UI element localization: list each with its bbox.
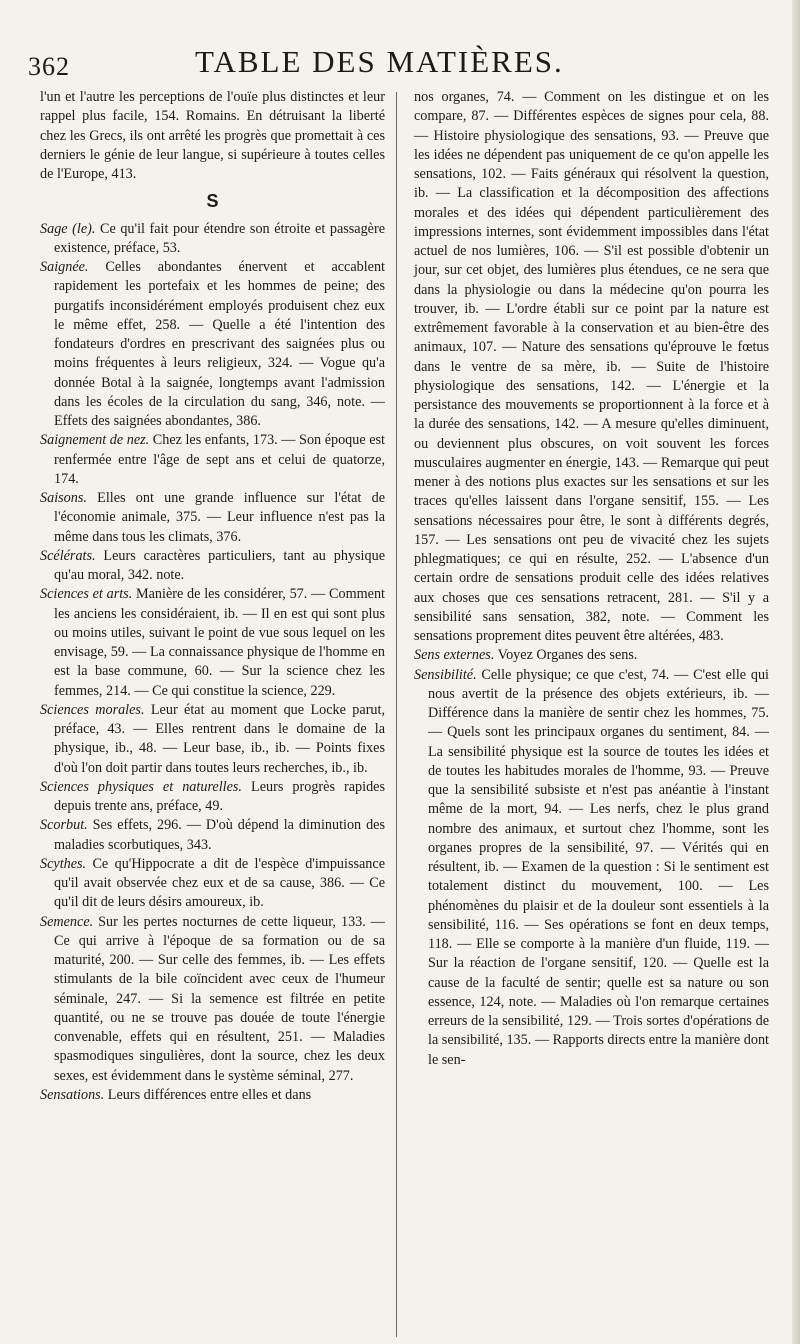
index-entry bbox=[40, 701, 385, 778]
section-letter: S bbox=[206, 191, 219, 212]
index-entry bbox=[40, 585, 385, 701]
entry-continuation: nos organes, 74. — Comment on les distingue et on les compare, 87. — Différentes espèces de signes pour cela, 88. — Histoire physiologique des sensations, 93. — Preuve que les idées ne dépendent pas uniquement de ce qu'on appelle les sensations, 102. — Faits généraux qui résolvent la question, ib. — La classification et la décomposition des affections morales et des idées qui dépendent particulièrement des impressions internes, sont évidemment impossibles dans l'état actuel de nos lumières, 106. — S'il est possible d'obtenir un jour, sur cet objet, des lumières plus étendues, ce ne sera que dans la physiologie ou dans la médecine qu'on pourra les trouver, ib. — L'ordre établi sur ce point par la nature est extrêmement favorable à la conservation et au bien-être des animaux, 107. — Nature des sensations qu'éprouve le fœtus dans le ventre de sa mère, ib. — Suite de l'histoire physiologique des sensations, 142. — L'énergie et la persistance des mouvements se proportionnent à la force et à la durée des sensations, 142. — A mesure qu'elles diminuent, ou deviennent plus obscures, on voit souvent les forces musculaires augmenter en énergie, 143. — Remarque qui peut mener à des notions plus exactes sur les sensations et sur les traces qu'elles laissent dans l'organe sensitif, 155. — Les sensations nécessaires pour être, le sont à différents degrés, 157. — Les sensations ont peu de vivacité chez les sujets phlegmatiques; ce qui en résulte, 252. — L'absence d'un certain ordre de sensations produit celle des idées relatives aux choses que ces sensations retracent, 281. — S'il y a sensibilité sans sensation, 382, note. — Comment les sensations proprement dites peuvent être altérées, 483. bbox=[414, 89, 769, 644]
column-divider bbox=[396, 92, 397, 1337]
index-entry bbox=[40, 258, 385, 431]
entry-text: Chez les enfants, 173. — Son époque est renfermée entre l'âge de sept ans et celui de quatorze, 174. bbox=[54, 432, 385, 487]
entry-term: Sciences physiques et naturelles. bbox=[40, 778, 242, 795]
entry-text: Ce qu'il fait pour étendre son étroite et passagère existence, préface, 53. bbox=[54, 220, 385, 256]
index-entry bbox=[40, 855, 385, 913]
entry-term: Semence. bbox=[40, 913, 94, 930]
entry-term: Saignée. bbox=[40, 259, 89, 275]
index-entry bbox=[40, 778, 385, 817]
entry-term: Sage (le). bbox=[40, 220, 96, 237]
entry-text: Leurs différences entre elles et dans bbox=[104, 1086, 312, 1103]
index-entry bbox=[40, 913, 385, 1086]
entry-text: Ce qu'Hippocrate a dit de l'espèce d'impuissance qu'il avait observée chez eux et de sa cause, 386. — Ce qu'il dit de leurs désirs amoureux, ib. bbox=[54, 855, 385, 911]
right-column bbox=[414, 88, 769, 1070]
entry-text: Leur état au moment que Locke parut, préface, 43. — Elles rentrent dans le domaine de la physique, ib., 48. — Leur base, ib., ib. — Points fixes d'où l'on doit partir dans toutes leurs recherches, ib., ib. bbox=[54, 701, 385, 776]
index-entry bbox=[40, 431, 385, 489]
entry-term: Sciences morales. bbox=[40, 701, 145, 718]
entry-text: Celles abondantes énervent et accablent rapidement les portefaix et les hommes de peine; des purgatifs inconsidérément employés produisent chez eux le même effet, 258. — Quelle a été l'intention des fondateurs d'ordres en prescrivant des saignées plus ou moins fréquentes à leurs religieux, 324. — Vogue qu'a donnée Botal à la saignée, longtemps avant l'admission dans les écoles de la circulation du sang, 346, note. — Effets des saignées abondantes, 386. bbox=[54, 259, 385, 429]
left-column bbox=[40, 88, 385, 1105]
entry-term: Sens externes. bbox=[414, 647, 495, 664]
entry-term: Saignement de nez. bbox=[40, 432, 150, 449]
entry-term: Saisons. bbox=[40, 490, 87, 506]
entry-text: Elles ont une grande influence sur l'état de l'économie animale, 375. — Leur influence n'est pas la même dans tous les climats, 376. bbox=[54, 490, 385, 545]
entry-text: Leurs caractères particuliers, tant au physique qu'au moral, 342. note. bbox=[54, 547, 385, 583]
index-entry bbox=[40, 816, 385, 855]
entry-text: Manière de les considérer, 57. — Comment les anciens les considéraient, ib. — Il en est qui sont plus ou moins utiles, suivant le point de vue sous lequel on les envisage, 59. — La connaissance physique de l'homme en est la base commune, 60. — Sur la science chez les femmes, 214. — Ce qui constitue la science, 229. bbox=[54, 586, 385, 699]
entry-text: Ses effets, 296. — D'où dépend la diminution des maladies scorbutiques, 343. bbox=[54, 817, 385, 853]
entry-continuation: l'un et l'autre les perceptions de l'ouïe plus distinctes et leur rappel plus facile, 154. Romains. En détruisant la liberté chez les Grecs, ils ont arrêté les progrès que promettait à ces derniers le génie de leur langue, si supérieure à toutes celles de l'Europe, 413. bbox=[40, 89, 385, 182]
entry-term: Sensibilité. bbox=[414, 666, 477, 683]
index-entry bbox=[40, 489, 385, 547]
index-entry bbox=[414, 646, 769, 665]
page-edge bbox=[792, 0, 800, 1344]
index-entry bbox=[414, 666, 769, 1070]
running-head: TABLE DES MATIÈRES. bbox=[195, 44, 564, 79]
entry-term: Scorbut. bbox=[40, 817, 88, 834]
entry-text: Voyez Organes des sens. bbox=[494, 647, 638, 664]
entry-text: Sur les pertes nocturnes de cette liqueur, 133. — Ce qui arrive à l'époque de sa formation ou de sa maturité, 200. — Sur celle des femmes, ib. — Les effets stimulants de la bile coïncident avec ceux de l'humeur séminale, 247. — Si la semence est filtrée en petite quantité, ou ne se trouve pas douée de toute l'énergie convenable, effets qui en résultent, 251. — Maladies spasmodiques singulières, dont la source, chez les deux sexes, est évidemment dans le système séminal, 277. bbox=[54, 913, 385, 1084]
entry-text: Leurs progrès rapides depuis trente ans, préface, 49. bbox=[54, 778, 385, 814]
page-number: 362 bbox=[28, 52, 70, 81]
entry-term: Scélérats. bbox=[40, 547, 96, 564]
index-entry bbox=[40, 220, 385, 259]
index-entry bbox=[40, 547, 385, 586]
index-entry bbox=[40, 1086, 385, 1105]
entry-term: Scythes. bbox=[40, 855, 87, 872]
entry-term: Sciences et arts. bbox=[40, 586, 133, 603]
entry-term: Sensations. bbox=[40, 1086, 105, 1103]
entry-text: Celle physique; ce que c'est, 74. — C'est elle qui nous avertit de la présence des objets extérieurs, ib. — Différence dans la manière de sentir chez les hommes, 75. — Quels sont les principaux organes du sentiment, 84. — La sensibilité physique est la source de toutes les idées et de toutes les habitudes morales de l'homme, 93. — Preuve que la sensibilité subsiste et n'est pas anéantie à l'instant même de la mort, 94. — Les nerfs, chez le plus grand nombre des animaux, et surtout chez l'homme, sont les organes propres de la sensibilité, 97. — Vérités qui en résultent, ib. — Examen de la question : Si le sentiment est totalement distinct du mouvement, 100. — Les phénomènes du plaisir et de la douleur sont essentiels à la sensibilité, 116. — Ses opérations se font en deux temps, 118. — Elle se comporte à la manière d'un fluide, 119. — Sur la réaction de l'organe sensitif, 120. — Quelle est la cause de la faculté de sentir; quelle est sa nature ou son essence, 124, note. — Maladies où l'on remarque certaines erreurs de la sensibilité, 129. — Trois sortes d'opérations de la sensibilité, 135. — Rapports directs entre la manière dont le sen- bbox=[428, 666, 769, 1068]
